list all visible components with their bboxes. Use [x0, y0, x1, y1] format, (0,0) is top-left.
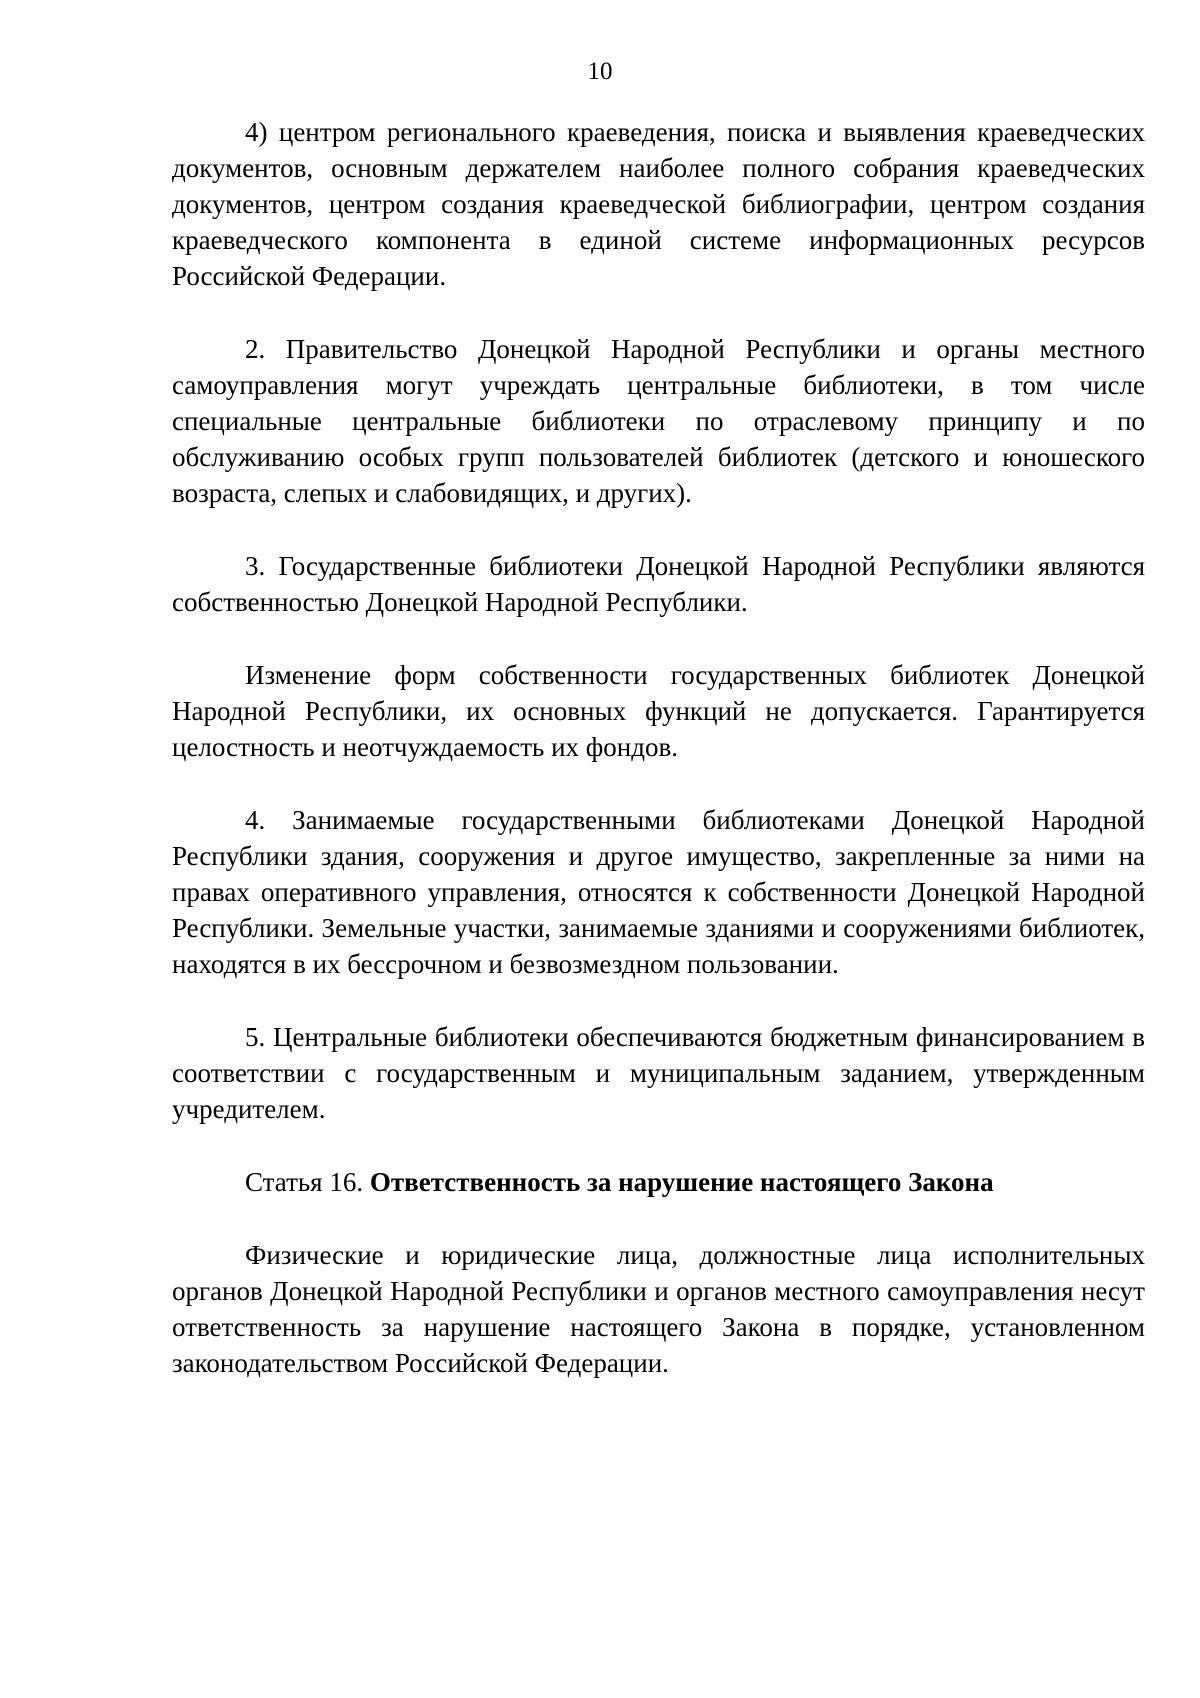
paragraph-section-2: 2. Правительство Донецкой Народной Республики и органы местного самоуправления могут учреждать центральные библиотеки, в том числе специальные центральные библиотеки по отраслевому принципу и по обслуживанию особых групп пользователей библиотек (детского и юношеского возраста, слепых и слабовидящих, и других). [172, 334, 1145, 508]
paragraph-section-4: 4. Занимаемые государственными библиотеками Донецкой Народной Республики здания, сооружения и другое имущество, закрепленные за ними на правах оперативного управления, относятся к собственности Донецкой Народной Республики. Земельные участки, занимаемые зданиями и сооружениями библиотек, находятся в их бессрочном и безвозмездном пользовании. [172, 805, 1145, 979]
paragraph-section-3: 3. Государственные библиотеки Донецкой Народной Республики являются собственностью Донецкой Народной Республики. [172, 551, 1145, 617]
paragraph-section-5: 5. Центральные библиотеки обеспечиваются бюджетным финансированием в соответствии с государственным и муниципальным заданием, утвержденным учредителем. [172, 1022, 1145, 1124]
article-heading [172, 1164, 1145, 1200]
paragraph-article-16-body: Физические и юридические лица, должностные лица исполнительных органов Донецкой Народной Республики и органов местного самоуправления несут ответственность за нарушение настоящего Закона в порядке, установленном законодательством Российской Федерации. [172, 1240, 1145, 1378]
paragraph-item-4: 4) центром регионального краеведения, поиска и выявления краеведческих документов, основным держателем наиболее полного собрания краеведческих документов, центром создания краеведческой библиографии, центром создания краеведческого компонента в единой системе информационных ресурсов Российской Федерации. [172, 117, 1145, 291]
paragraph-ownership-change: Изменение форм собственности государственных библиотек Донецкой Народной Республики, их основных функций не допускается. Гарантируется целостность и неотчуждаемость их фондов. [172, 660, 1145, 762]
article-title: Ответственность за нарушение настоящего Закона [369, 1167, 994, 1197]
article-number: Статья 16. [245, 1167, 370, 1197]
page-number: 10 [587, 58, 613, 85]
document-body [172, 114, 1145, 1418]
